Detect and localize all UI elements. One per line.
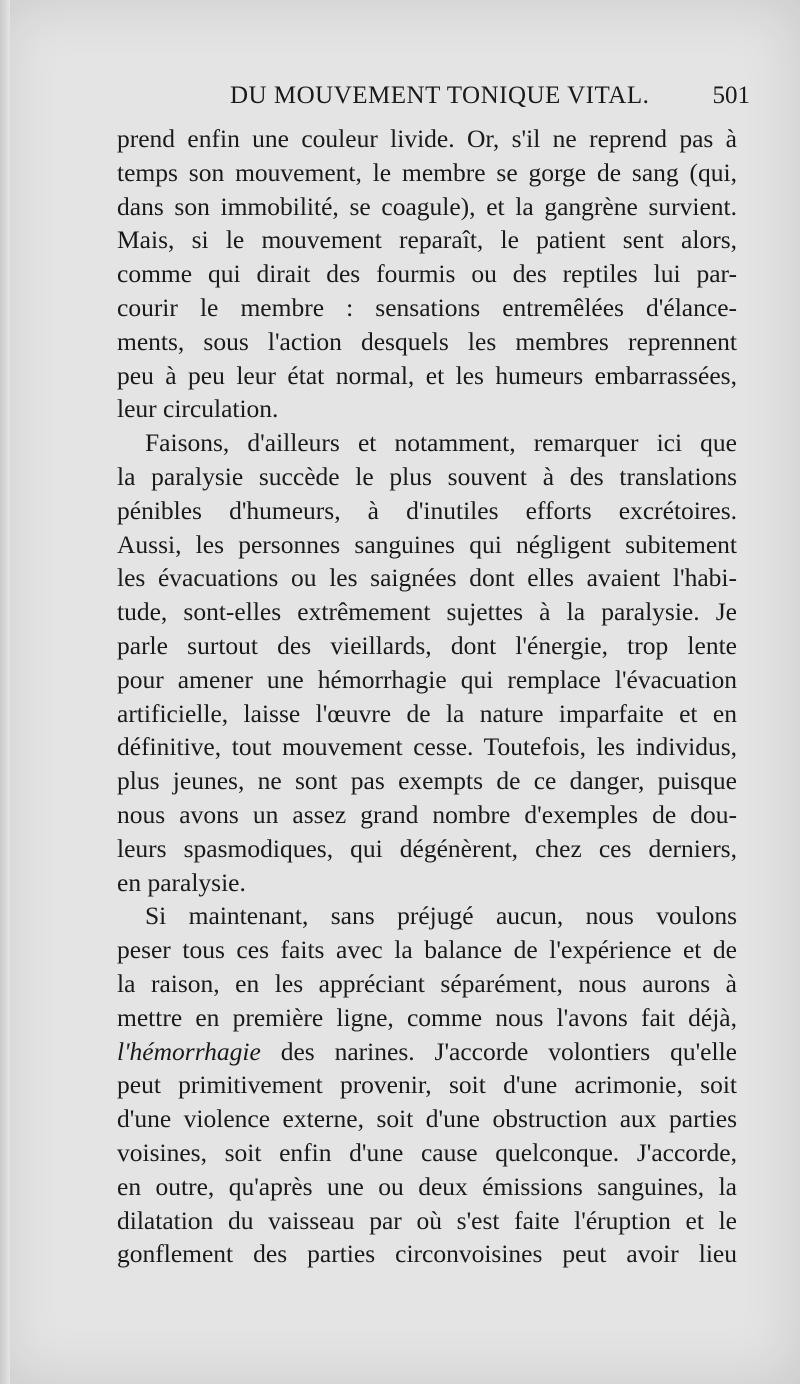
text-line: plus jeunes, ne sont pas exempts de ce danger, puisque [117, 766, 737, 796]
text-line: en outre, qu'après une ou deux émissions sanguines, la [117, 1171, 737, 1201]
paragraph-start-line: Si maintenant, sans préjugé aucun, nous voulons [145, 901, 737, 931]
text-line: les évacuations ou les saignées dont elles avaient l'habi- [117, 563, 737, 593]
text-line: d'une violence externe, soit d'une obstruction aux parties [117, 1104, 737, 1134]
text-line: prend enfin une couleur livide. Or, s'il ne reprend pas à [117, 124, 737, 153]
page-edge-shadow [0, 0, 10, 1384]
text-line: tude, sont-elles extrêmement sujettes à la paralysie. Je [117, 597, 737, 627]
text-line: temps son mouvement, le membre se gorge de sang (qui, [117, 157, 737, 187]
paragraph-end-line: en paralysie. [117, 867, 246, 897]
text-line: parle surtout des vieillards, dont l'énergie, trop lente [117, 630, 737, 660]
text-line: voisines, soit enfin d'une cause quelconque. J'accorde, [117, 1137, 737, 1167]
text-line: artificielle, laisse l'œuvre de la nature imparfaite et en [117, 698, 737, 728]
text-line: comme qui dirait des fourmis ou des reptiles lui par- [117, 259, 737, 289]
text-line: la raison, en les appréciant séparément, nous aurons à [117, 968, 737, 998]
text-line: courir le membre : sensations entremêlées d'élance- [117, 292, 737, 322]
text-line: dilatation du vaisseau par où s'est faite l'éruption et le [117, 1205, 737, 1235]
text-line: Aussi, les personnes sanguines qui négligent subitement [117, 529, 737, 559]
text-line: définitive, tout mouvement cesse. Toutefois, les individus, [117, 732, 737, 762]
text-line: gonflement des parties circonvoisines peut avoir lieu [117, 1239, 737, 1269]
text-line: Mais, si le mouvement reparaît, le patient sent alors, [117, 225, 737, 255]
text-line: pénibles d'humeurs, à d'inutiles efforts excrétoires. [117, 495, 737, 525]
running-header [230, 82, 750, 116]
text-line: peser tous ces faits avec la balance de l'expérience et de [117, 935, 737, 965]
text-line: peut primitivement provenir, soit d'une acrimonie, soit [117, 1070, 737, 1100]
page-number: 501 [712, 82, 750, 109]
text-line: pour amener une hémorrhagie qui remplace l'évacuation [117, 664, 737, 694]
text-fragment: des narines. J'accorde volontiers qu'elle [280, 1036, 737, 1066]
italic-term: l'hémorrhagie [117, 1036, 261, 1066]
text-line: ments, sous l'action desquels les membres reprennent [117, 326, 737, 356]
running-title: DU MOUVEMENT TONIQUE VITAL. [230, 82, 650, 109]
paragraph-end-line: leur circulation. [117, 394, 279, 424]
text-line-with-italic [117, 1035, 737, 1069]
text-line: peu à peu leur état normal, et les humeurs embarrassées, [117, 360, 737, 390]
text-line: leurs spasmodiques, qui dégénèrent, chez ces derniers, [117, 833, 737, 863]
text-line: nous avons un assez grand nombre d'exemples de dou- [117, 799, 737, 829]
text-line: dans son immobilité, se coagule), et la gangrène survient. [117, 191, 737, 221]
text-line: mettre en première ligne, comme nous l'avons fait déjà, [117, 1002, 737, 1032]
paragraph-start-line: Faisons, d'ailleurs et notamment, remarquer ici que [145, 428, 737, 458]
body-text [117, 122, 737, 1271]
text-line: la paralysie succède le plus souvent à des translations [117, 461, 737, 491]
